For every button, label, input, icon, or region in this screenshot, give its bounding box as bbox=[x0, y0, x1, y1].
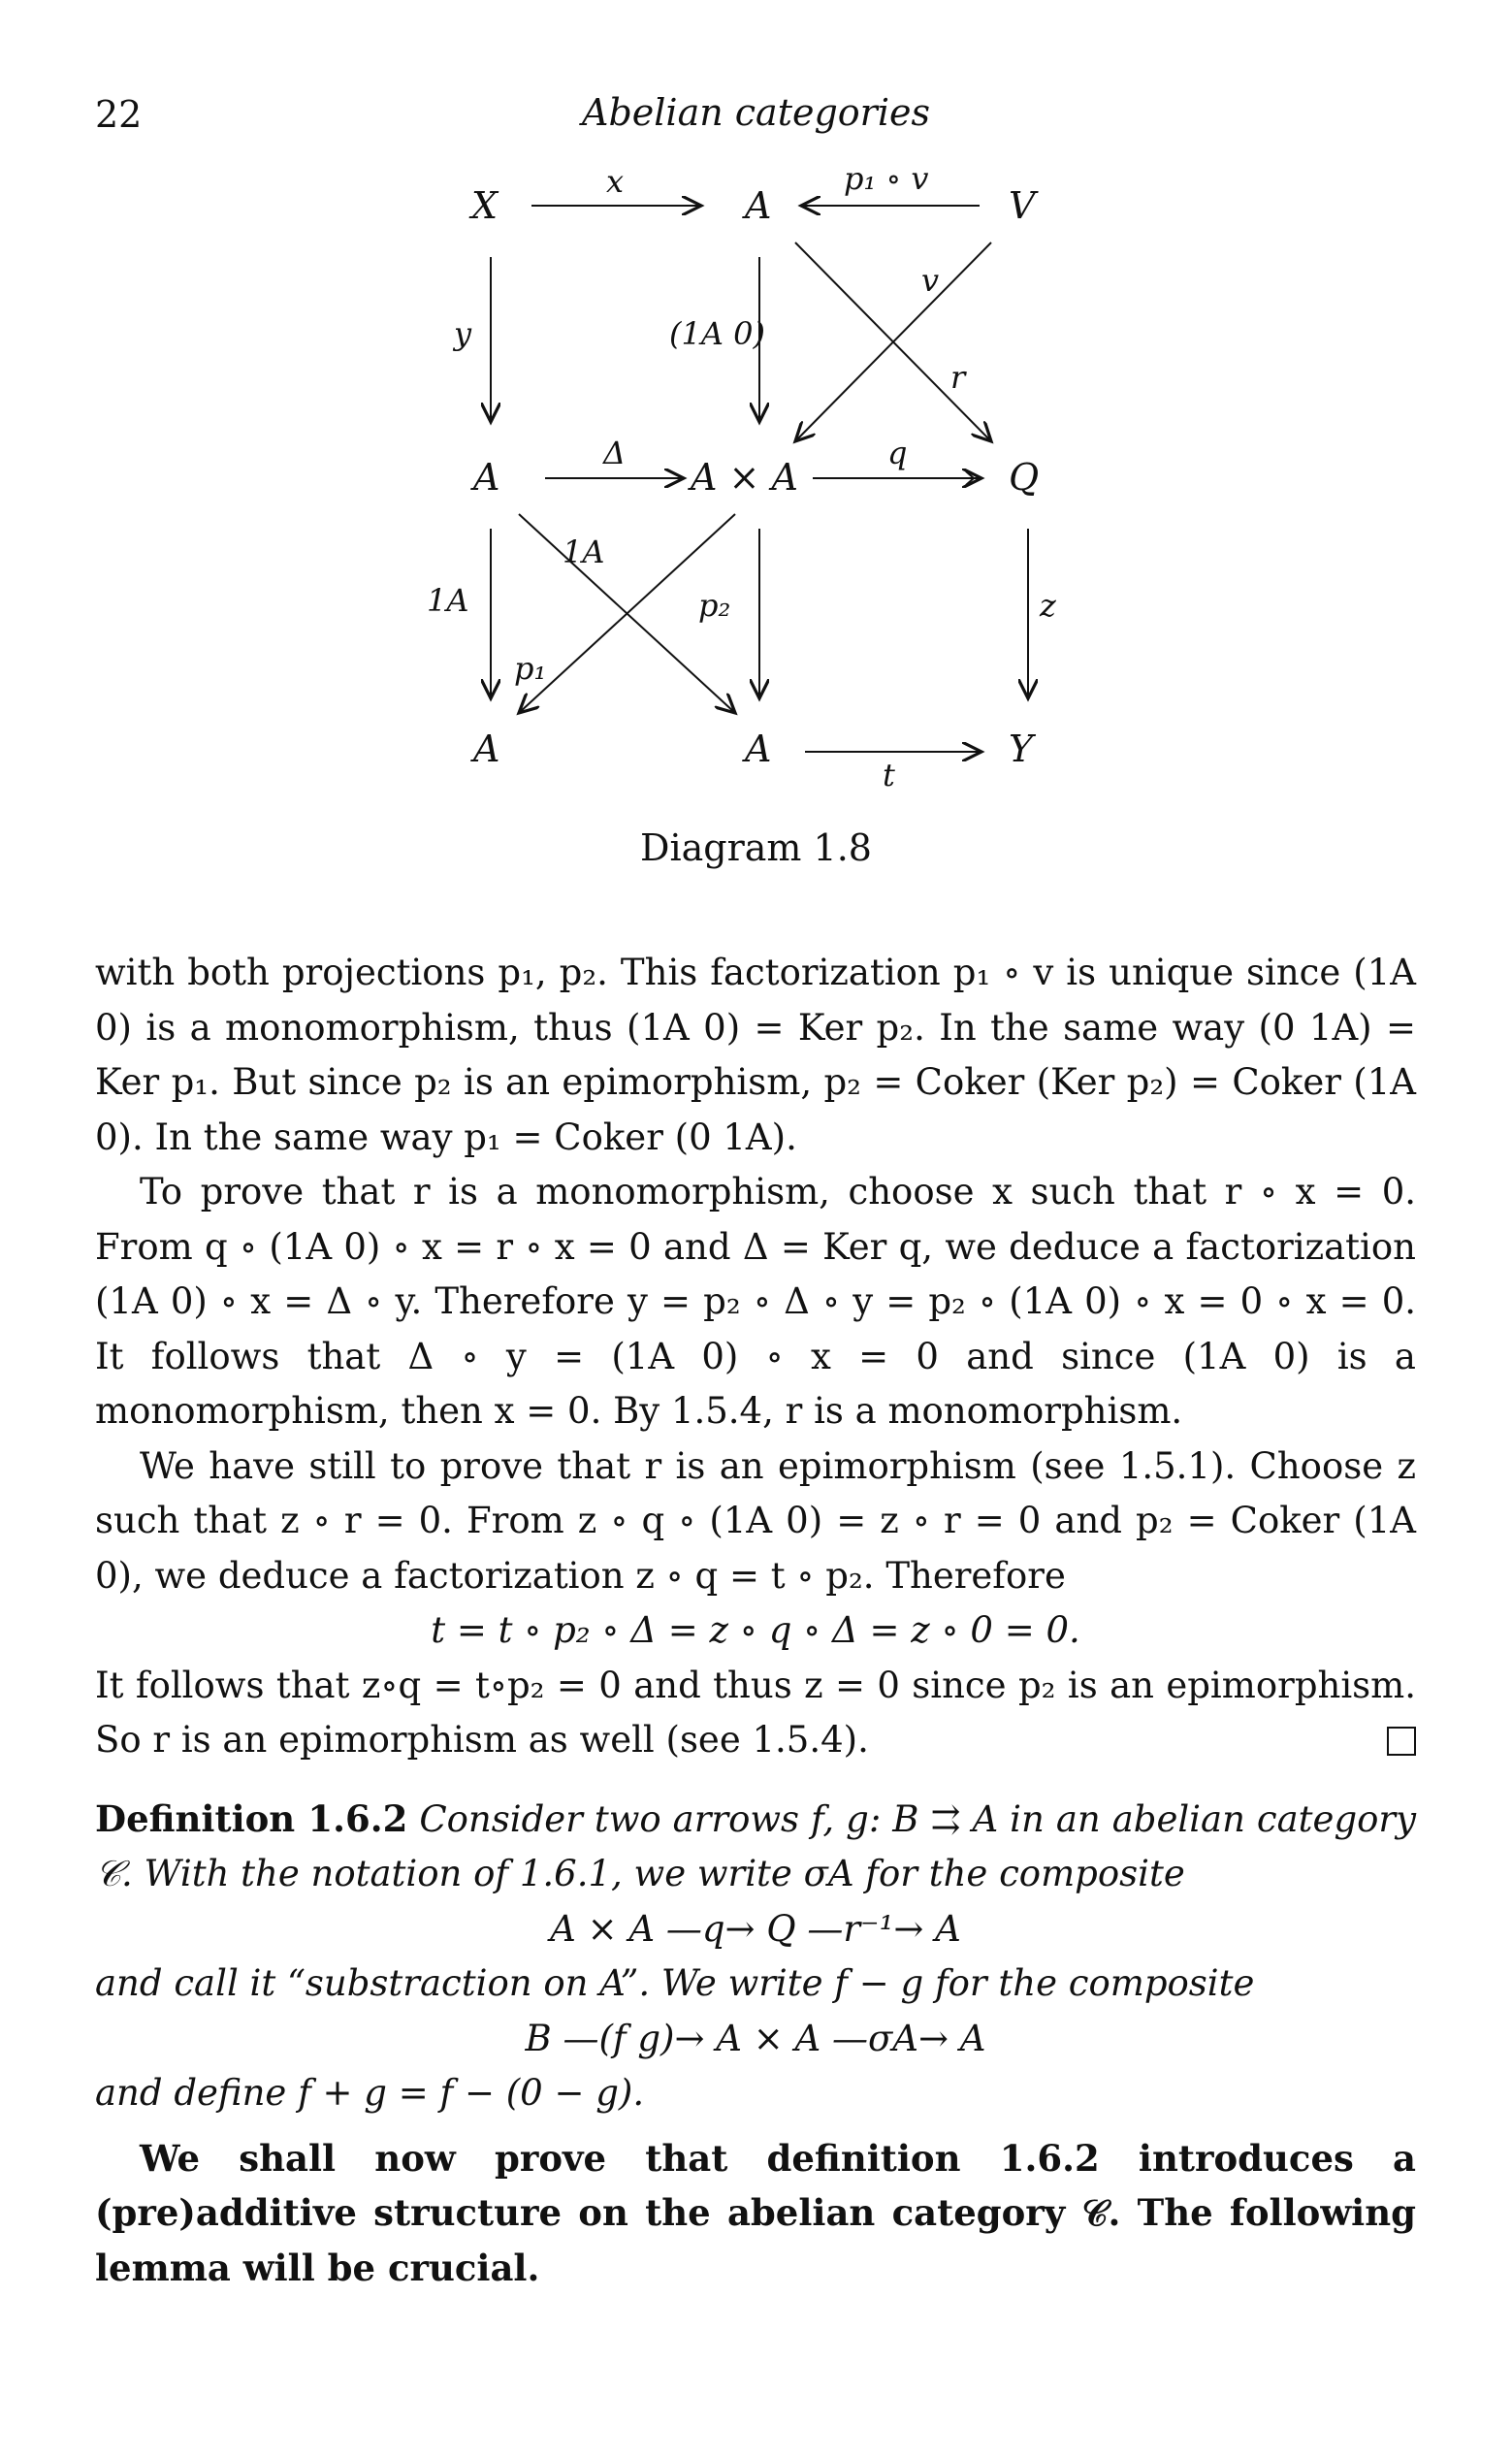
paragraph-4 bbox=[95, 1659, 1416, 1768]
label-p1: p₁ bbox=[514, 650, 547, 687]
label-q: q bbox=[887, 435, 908, 471]
commutative-diagram bbox=[0, 0, 1512, 834]
label-p1v: p₁ ∘ v bbox=[844, 160, 929, 197]
equation-2: A × A —q→ Q —r⁻¹→ A bbox=[550, 1907, 961, 1950]
node-X: X bbox=[471, 184, 499, 227]
label-col: (1A 0) bbox=[669, 315, 765, 352]
running-head: Abelian categories bbox=[582, 91, 930, 134]
paragraph-4-text: It follows that z∘q = t∘p₂ = 0 and thus z = 0 since p₂ is an epimorphism. So r is an epimorphism as well (see 1.5.4). bbox=[95, 1664, 1416, 1761]
body-text bbox=[95, 946, 1416, 2295]
node-A-bm: A bbox=[745, 728, 772, 770]
label-x: x bbox=[606, 163, 625, 200]
label-v: v bbox=[921, 262, 940, 299]
equation-1: t = t ∘ p₂ ∘ Δ = z ∘ q ∘ Δ = z ∘ 0 = 0. bbox=[431, 1609, 1080, 1651]
definition-text: Consider two arrows f, g: B ⇉ A in an abelian category 𝒞. With the notation of 1.6.1, we write σA for the composite bbox=[95, 1797, 1416, 1894]
paragraph-2: To prove that r is a monomorphism, choose x such that r ∘ x = 0. From q ∘ (1A 0) ∘ x = r ∘ x = 0 and Δ = Ker q, we deduce a factorization (1A 0) ∘ x = Δ ∘ y. Therefore y = p₂ ∘ Δ ∘ y = p₂ ∘ (1A 0) ∘ x = 0 ∘ x = 0. It follows that Δ ∘ y = (1A 0) ∘ x = 0 and since (1A 0) is a monomorphism, then x = 0. By 1.5.4, r is a monomorphism. bbox=[95, 1171, 1416, 1432]
label-1A-diag: 1A bbox=[563, 534, 605, 570]
definition-text-2: and call it “substraction on A”. We write f − g for the composite bbox=[95, 1962, 1255, 2004]
node-A-bl: A bbox=[473, 728, 500, 770]
node-A-top: A bbox=[745, 184, 772, 227]
label-z: z bbox=[1040, 587, 1056, 624]
paragraph-3: We have still to prove that r is an epimorphism (see 1.5.1). Choose z such that z ∘ r = 0. From z ∘ q ∘ (1A 0) = z ∘ r = 0 and p₂ = Coker (1A 0), we deduce a factorization z ∘ q = t ∘ p₂. Therefore bbox=[95, 1444, 1416, 1597]
node-Y: Y bbox=[1009, 728, 1034, 770]
definition-heading: Definition 1.6.2 bbox=[95, 1796, 408, 1840]
diagram-caption: Diagram 1.8 bbox=[640, 826, 872, 869]
definition-text-3: and define f + g = f − (0 − g). bbox=[95, 2072, 645, 2114]
node-A-mid: A bbox=[473, 456, 500, 499]
paragraph-1: with both projections p₁, p₂. This factorization p₁ ∘ v is unique since (1A 0) is a monomorphism, thus (1A 0) = Ker p₂. In the same way (0 1A) = Ker p₁. But since p₂ is an epimorphism, p₂ = Coker (Ker p₂) = Coker (1A 0). In the same way p₁ = Coker (0 1A). bbox=[95, 952, 1416, 1158]
label-1A-left: 1A bbox=[427, 582, 469, 619]
label-p2: p₂ bbox=[698, 587, 731, 624]
label-t: t bbox=[883, 757, 895, 793]
label-y: y bbox=[454, 315, 472, 352]
page-number: 22 bbox=[95, 93, 143, 136]
node-AxA: A × A bbox=[691, 456, 798, 499]
equation-3: B —(f g)→ A × A —σA→ A bbox=[525, 2017, 986, 2059]
label-r: r bbox=[950, 359, 966, 396]
node-Q: Q bbox=[1009, 456, 1040, 499]
label-delta: Δ bbox=[603, 435, 627, 471]
node-V: V bbox=[1009, 184, 1036, 227]
closing-paragraph: We shall now prove that definition 1.6.2 introduces a (pre)additive structure on the abelian category 𝒞. The following lemma will be crucial. bbox=[95, 2136, 1416, 2289]
definition bbox=[95, 1792, 1416, 1902]
qed-box bbox=[1387, 1727, 1416, 1756]
